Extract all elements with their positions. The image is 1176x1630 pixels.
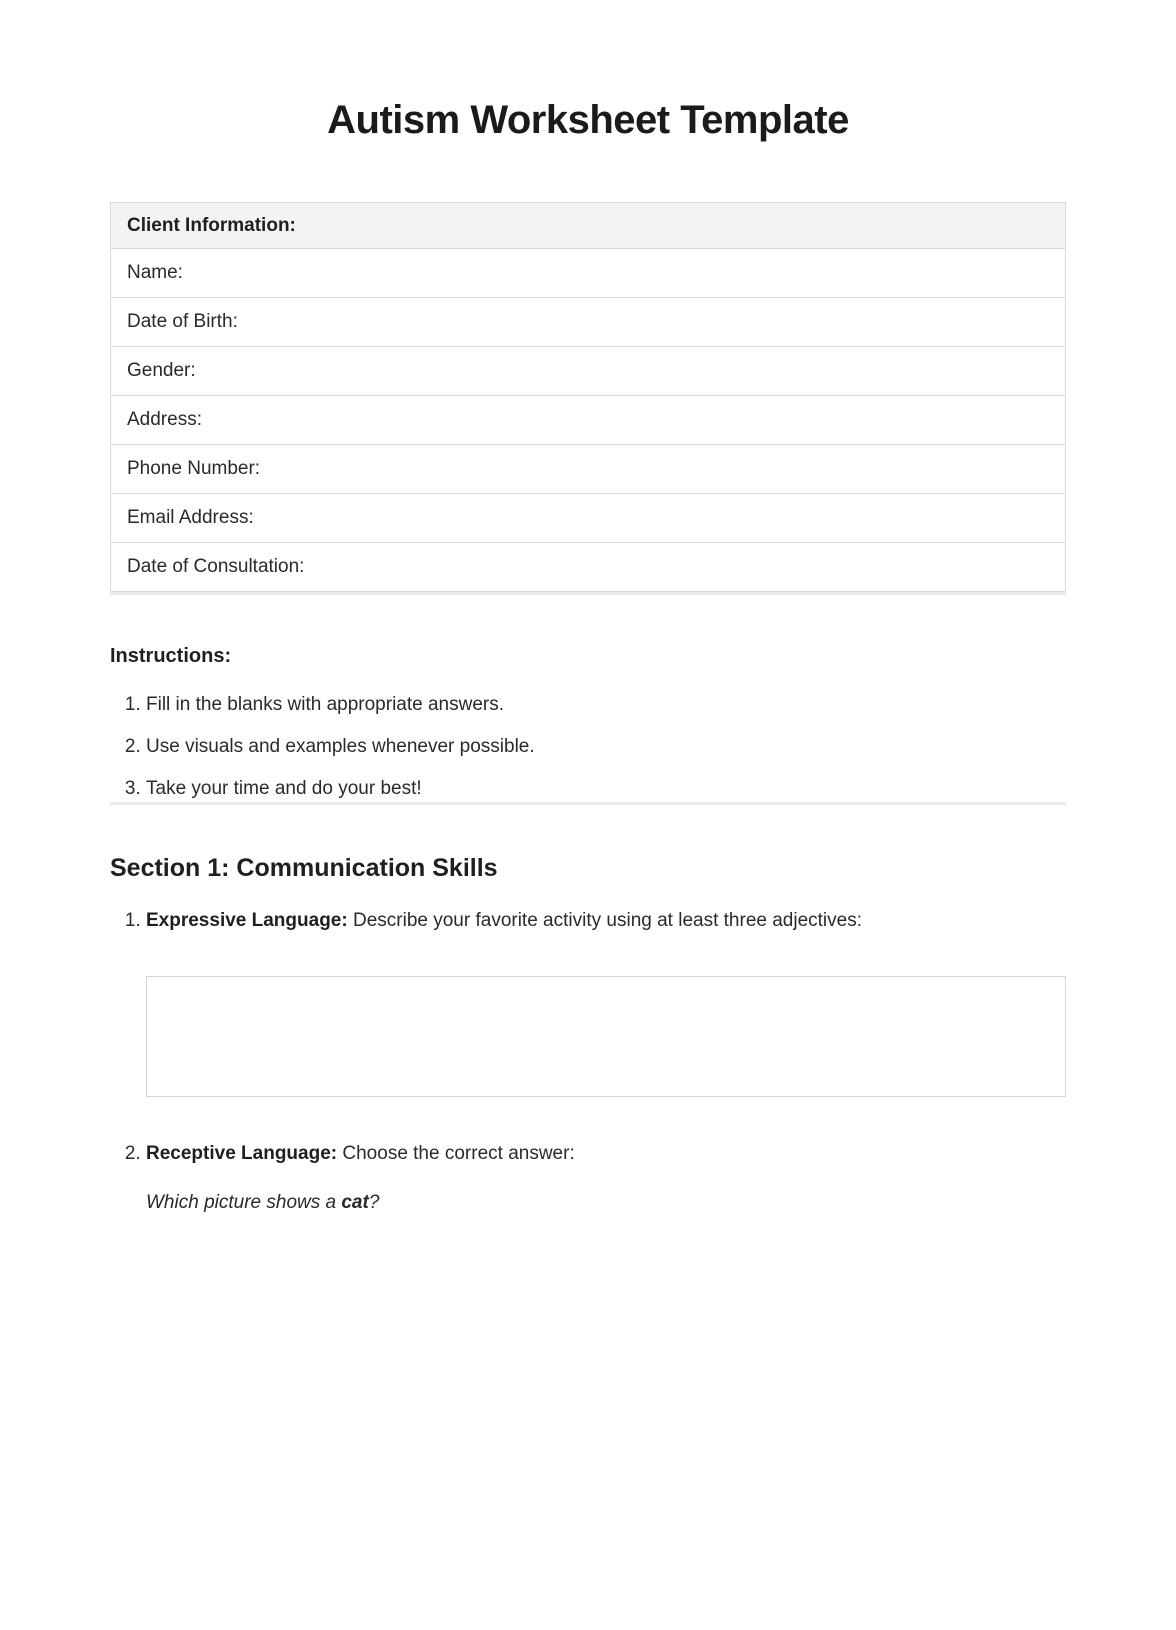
table-row [111,494,1066,543]
table-row [111,347,1066,396]
client-info-header-row [111,203,1066,249]
client-info-label-gender: Gender: [111,347,1066,396]
table-row [111,298,1066,347]
instruction-item [146,734,1066,760]
question-keyword: cat [341,1192,369,1213]
section-1-heading: Section 1: Communication Skills [110,854,498,882]
answer-box[interactable] [146,976,1066,1097]
section-1-list [110,908,1066,1216]
table-row [111,396,1066,445]
client-info-header: Client Information: [111,203,1066,249]
instruction-text: Use visuals and examples whenever possible. [146,736,535,757]
expressive-language-label: Expressive Language: [146,910,348,931]
instruction-item [146,692,1066,718]
table-row [111,249,1066,298]
question-text [146,1190,1066,1216]
instructions-heading: Instructions: [110,645,232,667]
receptive-language-prompt: Choose the correct answer: [342,1143,575,1164]
table-row [111,445,1066,494]
client-info-label-consultation-date: Date of Consultation: [111,543,1066,592]
instructions-list [110,692,1066,802]
expressive-language-item [146,908,1066,1097]
question-suffix: ? [368,1192,380,1213]
instruction-text: Fill in the blanks with appropriate answers. [146,694,505,715]
instruction-text: Take your time and do your best! [146,778,422,799]
instruction-item [146,776,1066,802]
client-info-label-dob: Date of Birth: [111,298,1066,347]
section-divider [110,802,1066,805]
receptive-language-item [146,1141,1066,1216]
table-row [111,543,1066,592]
client-info-label-address: Address: [111,396,1066,445]
question-prefix: Which picture shows a [146,1192,342,1213]
client-info-table [110,202,1066,592]
client-info-label-name: Name: [111,249,1066,298]
section-divider [110,592,1066,595]
client-info-label-email: Email Address: [111,494,1066,543]
client-info-label-phone: Phone Number: [111,445,1066,494]
receptive-language-label: Receptive Language: [146,1143,338,1164]
expressive-language-prompt: Describe your favorite activity using at least three adjectives: [352,910,862,931]
page-title: Autism Worksheet Template [327,98,849,142]
